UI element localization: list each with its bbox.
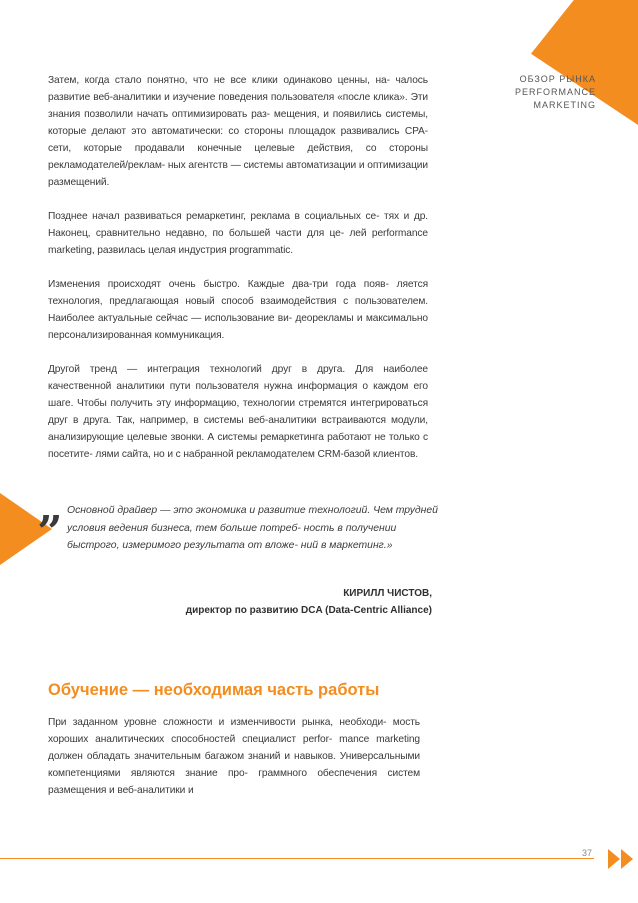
paragraph: Другой тренд — интеграция технологий друг в друга. Для наиболее качественной аналитики пути пользователя нужна информация о каждом его шаге. Чтобы получить эту информацию, технологии стремятся интегрироваться друг в друга. Так, например, в системы веб-аналитики встраиваются модули, анализирующие целевые звонки. А системы ремаркетинга работают не только с посетите- лями сайта, но и с набранной рекламодателем CRM-базой клиентов. [48,364,428,460]
quote-author-name: КИРИЛЛ ЧИСТОВ, [343,588,432,599]
paragraph: При заданном уровне сложности и изменчивости рынка, необходи- мость хороших аналитических способностей специалист perfor- mance marketing должен обладать значительным багажом знаний и навыков. Универсальными компетенциями являются знание про- граммного обеспечения систем размещения и веб-аналитики и [48,717,420,796]
section-label-line: PERFORMANCE [514,87,596,97]
quote-author-title: директор по развитию DCA (Data-Centric Alliance) [185,605,432,616]
section-text [48,714,420,816]
paragraph: Позднее начал развиваться ремаркетинг, реклама в социальных се- тях и др. Наконец, сравнительно недавно, по большей части для це- лей performance marketing, развилась целая индустрия programmatic. [48,211,428,256]
quote-text: Основной драйвер — это экономика и развитие технологий. Чем трудней условия ведения бизнеса, тем больше потреб- ность в получении быстрого, измеримого результата от вложе- ний в маркетинг.» [67,505,438,551]
paragraph: Изменения происходят очень быстро. Каждые два-три года появ- ляется технология, предлагающая новый способ взаимодействия с пользователем. Наиболее актуальные сейчас — использование ви- деорекламы и максимально персонализированная коммуникация. [48,279,428,341]
quote-marks-icon: „ [38,482,64,533]
quote-block [67,502,439,555]
section-label-line: MARKETING [533,100,596,110]
quote-author [60,585,432,619]
footer-divider [0,858,594,859]
section-label-line: ОБЗОР РЫНКА [519,74,596,84]
page-number: 37 [582,848,593,858]
main-text [48,72,428,480]
paragraph: Затем, когда стало понятно, что не все клики одинаково ценны, на- чалось развитие веб-аналитики и изучение поведения пользователя «после клика». Эти знания позволили начать оптимизировать раз- мещения, и появились системы, которые делают это автоматически: со стороны площадок развивались CPA-сети, которые продавали конечные целевые действия, со стороны рекламодателей/реклам- ных агентств — системы автоматизации и оптимизации размещений. [48,75,428,188]
double-chevron-right-icon[interactable] [608,846,638,872]
section-heading: Обучение — необходимая часть работы [48,681,380,699]
section-label [436,73,596,112]
